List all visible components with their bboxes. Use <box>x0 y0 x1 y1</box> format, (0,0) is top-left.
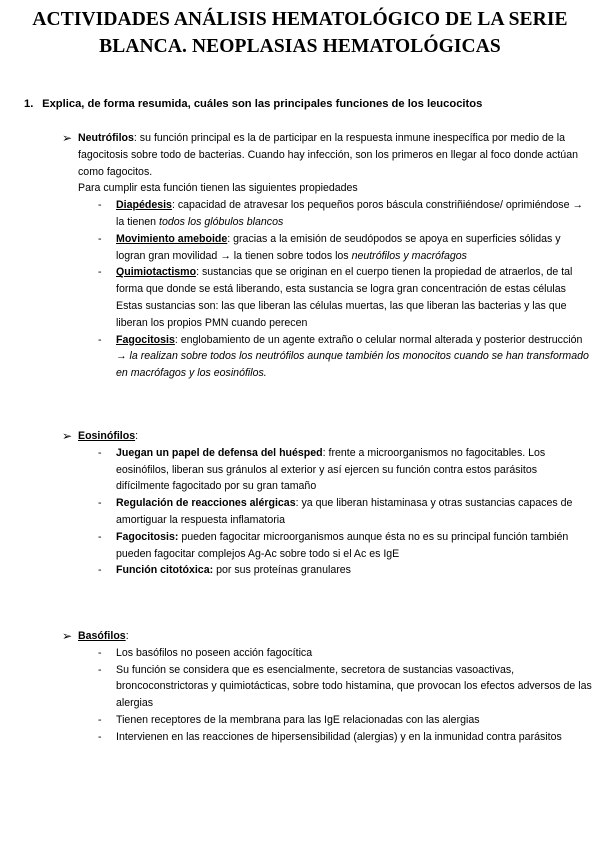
term-movimiento-ameboide: Movimiento ameboide <box>116 232 228 245</box>
basofilos-list <box>98 645 592 746</box>
page-title <box>20 6 580 60</box>
term-quimiotactismo: Quimiotactismo <box>116 266 197 279</box>
list-item: - Fagocitosis: englobamiento de un agente extraño o celular normal alterada y posterior destrucción → la realizan sobre todos los neutrófilos aunque también los monocitos cuando se han transformado en macrófagos y los eosinófilos. <box>98 333 589 380</box>
neutrofilos-intro: Para cumplir esta función tienen las siguientes propiedades <box>78 182 358 195</box>
section-basofilos <box>62 628 592 746</box>
list-item: - Intervienen en las reacciones de hipersensibilidad (alergias) y en la inmunidad contra parásitos <box>98 730 562 743</box>
list-item: - Tienen receptores de la membrana para las IgE relacionadas con las alergias <box>98 713 480 726</box>
section-neutrofilos <box>62 130 592 382</box>
title-line-1: ACTIVIDADES ANÁLISIS HEMATOLÓGICO DE LA SERIE <box>32 9 568 30</box>
neutrofilos-heading: Neutrófilos <box>78 132 134 144</box>
question-text: Explica, de forma resumida, cuáles son las principales funciones de los leucocitos <box>42 98 483 110</box>
eosinofilos-heading-line: Eosinófilos: <box>78 430 139 442</box>
list-item: - Función citotóxica: por sus proteínas granulares <box>98 564 351 577</box>
list-item: - Quimiotactismo: sustancias que se originan en el cuerpo tienen la propiedad de atraerlos, de tal forma que donde se está liberando, esta sustancia se logra gran concentración de estas células Estas sustancias son: las que liberan las células muertas, las que liberan las bacterias y las que liberan los propios PMN cuando perecen <box>98 266 573 329</box>
question-1 <box>24 96 584 112</box>
title-line-2: BLANCA. NEOPLASIAS HEMATOLÓGICAS <box>99 36 501 57</box>
list-item: - Regulación de reacciones alérgicas: ya que liberan histaminasa y otras sustancias capaces de amortiguar la respuesta inflamatoria <box>98 497 573 526</box>
list-item: - Diapédesis: capacidad de atravesar los pequeños poros báscula constriñiéndose/ oprimiéndose → la tienen todos los glóbulos blancos <box>98 199 584 228</box>
eosinofilos-heading: Eosinófilos <box>78 430 136 442</box>
arrow-bullet-icon: ➢ <box>62 429 73 443</box>
basofilos-heading: Basófilos <box>78 630 126 642</box>
list-item: - Juegan un papel de defensa del huésped: frente a microorganismos no fagocitables. Los eosinófilos, liberan sus gránulos al exterior y así ejercen su función contra estos parásitos difícilmente fagocitado por su gran tamaño <box>98 446 546 493</box>
term-diapedesis: Diapédesis <box>116 199 172 212</box>
eosinofilos-functions-list <box>98 445 592 579</box>
arrow-bullet-icon: ➢ <box>62 131 73 145</box>
list-item: - Movimiento ameboide: gracias a la emisión de seudópodos se apoya en superficies sólidas y logran gran movilidad → la tienen sobre todos los neutrófilos y macrófagos <box>98 232 561 262</box>
arrow-bullet-icon: ➢ <box>62 629 73 643</box>
list-item: - Su función se considera que es esencialmente, secretora de sustancias vasoactivas, broncoconstrictoras y quimiotácticas, sobre todo histamina, que provocan los efectos adversos de las alergias <box>98 663 592 710</box>
neutrofilos-description: Neutrófilos: su función principal es la de participar en la respuesta inmune inespecífica por medio de la fagocitosis sobre todo de bacterias. Cuando hay infección, son los primeros en llegar al foco donde actúan como fagocitos. <box>78 132 578 178</box>
list-item: - Los basófilos no poseen acción fagocítica <box>98 646 313 659</box>
neutrofilos-properties-list <box>98 197 592 382</box>
section-eosinofilos <box>62 428 592 579</box>
term-fagocitosis: Fagocitosis <box>116 333 175 346</box>
question-number: 1. <box>24 98 34 110</box>
list-item: - Fagocitosis: pueden fagocitar microorganismos aunque ésta no es su principal función también pueden fagocitar complejos Ag-Ac sobre todo si el Ac es IgE <box>98 530 569 560</box>
basofilos-heading-line: Basófilos: <box>78 630 129 642</box>
